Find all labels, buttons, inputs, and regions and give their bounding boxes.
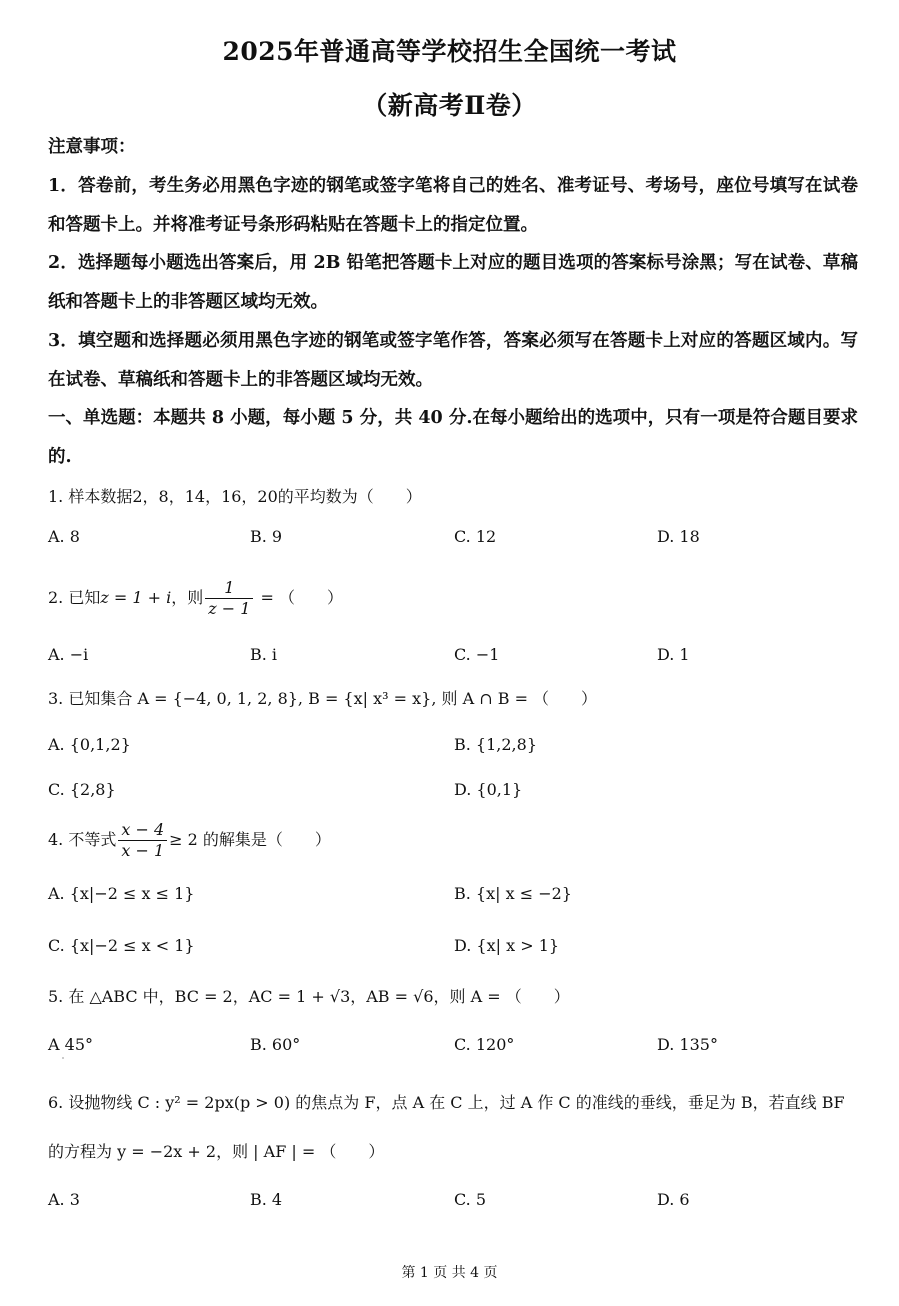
question-5-stem: 5. 在 △ABC 中，BC = 2，AC = 1 + √3，AB = √6，则 A = （ ） (48, 987, 570, 1006)
question-2-mid: ，则 (171, 588, 204, 607)
question-4-option-c[interactable]: C. {x|−2 ≤ x < 1} (48, 936, 195, 955)
question-2-option-a[interactable]: A. −i (48, 645, 89, 664)
question-1-option-a[interactable]: A. 8 (48, 527, 80, 546)
question-3-option-a[interactable]: A. {0,1,2} (48, 735, 131, 754)
question-6-option-d[interactable]: D. 6 (657, 1190, 690, 1209)
question-4-option-a[interactable]: A. {x|−2 ≤ x ≤ 1} (48, 884, 195, 903)
question-4-stem (48, 818, 858, 862)
question-4-option-d[interactable]: D. {x| x > 1} (454, 936, 560, 955)
page-number: 第 1 页 共 4 页 (401, 1265, 498, 1281)
fraction-denominator: z − 1 (208, 599, 251, 618)
question-6-stem-line-2: 的方程为 y = −2x + 2，则 | AF | = （ ） (48, 1142, 385, 1161)
question-2-option-b[interactable]: B. i (250, 645, 278, 664)
question-3-option-c[interactable]: C. {2,8} (48, 780, 116, 799)
question-5-option-d[interactable]: D. 135° (657, 1035, 718, 1054)
question-1-option-d[interactable]: D. 18 (657, 527, 700, 546)
question-2-stem (48, 576, 858, 620)
fraction-numerator: x − 4 (118, 820, 167, 841)
question-4-prefix: 4. 不等式 (48, 830, 117, 849)
exam-title: 2025年普通高等学校招生全国统一考试 (222, 37, 677, 66)
question-4-suffix: ≥ 2 的解集是（ ） (169, 830, 331, 849)
question-1-option-b[interactable]: B. 9 (250, 527, 283, 546)
notice-item-1: 1．答卷前，考生务必用黑色字迹的钢笔或签字笔将自己的姓名、准考证号、考场号，座位号填写在试卷和答题卡上。并将准考证号条形码粘贴在答题卡上的指定位置。 (48, 176, 858, 235)
question-2-prefix: 2. 已知 (48, 588, 101, 607)
question-6-stem-line-1: 6. 设抛物线 C : y² = 2px(p > 0) 的焦点为 F，点 A 在 C 上，过 A 作 C 的准线的垂线，垂足为 B，若直线 BF (48, 1093, 845, 1112)
fraction-denominator: x − 1 (121, 841, 165, 860)
notice-item-3: 3．填空题和选择题必须用黑色字迹的钢笔或签字笔作答，答案必须写在答题卡上对应的答题区域内。写在试卷、草稿纸和答题卡上的非答题区域均无效。 (48, 331, 858, 390)
question-2-suffix: = （ ） (255, 588, 344, 607)
question-2-fraction (205, 578, 253, 619)
question-1-stem: 1. 样本数据2，8，14，16，20的平均数为（ ） (48, 487, 422, 506)
notice-item-2: 2．选择题每小题选出答案后，用 2B 铅笔把答题卡上对应的题目选项的答案标号涂黑；写在试卷、草稿纸和答题卡上的非答题区域均无效。 (48, 253, 858, 312)
question-3-option-d[interactable]: D. {0,1} (454, 780, 523, 799)
question-6-option-b[interactable]: B. 4 (250, 1190, 283, 1209)
notice-heading: 注意事项： (48, 137, 136, 157)
question-5-option-b[interactable]: B. 60° (250, 1035, 301, 1054)
question-6-option-c[interactable]: C. 5 (454, 1190, 487, 1209)
question-6-option-a[interactable]: A. 3 (48, 1190, 80, 1209)
question-2-option-d[interactable]: D. 1 (657, 645, 690, 664)
fraction-numerator: 1 (205, 578, 253, 599)
question-4-option-b[interactable]: B. {x| x ≤ −2} (454, 884, 572, 903)
question-3-option-b[interactable]: B. {1,2,8} (454, 735, 537, 754)
exam-subtitle: （新高考Ⅱ卷） (362, 91, 537, 120)
question-3-stem: 3. 已知集合 A = {−4, 0, 1, 2, 8}, B = {x| x³ = x}, 则 A ∩ B = （ ） (48, 689, 598, 708)
section-heading: 一、单选题：本题共 8 小题，每小题 5 分，共 40 分.在每小题给出的选项中，只有一项是符合题目要求的. (48, 408, 858, 467)
question-2-option-c[interactable]: C. −1 (454, 645, 500, 664)
question-4-fraction (118, 820, 167, 861)
question-2-math: z = 1 + i (100, 588, 172, 607)
question-5-option-c[interactable]: C. 120° (454, 1035, 515, 1054)
question-1-option-c[interactable]: C. 12 (454, 527, 497, 546)
question-5-option-a[interactable]: A 45° (48, 1035, 93, 1054)
scan-speck (62, 1057, 64, 1059)
